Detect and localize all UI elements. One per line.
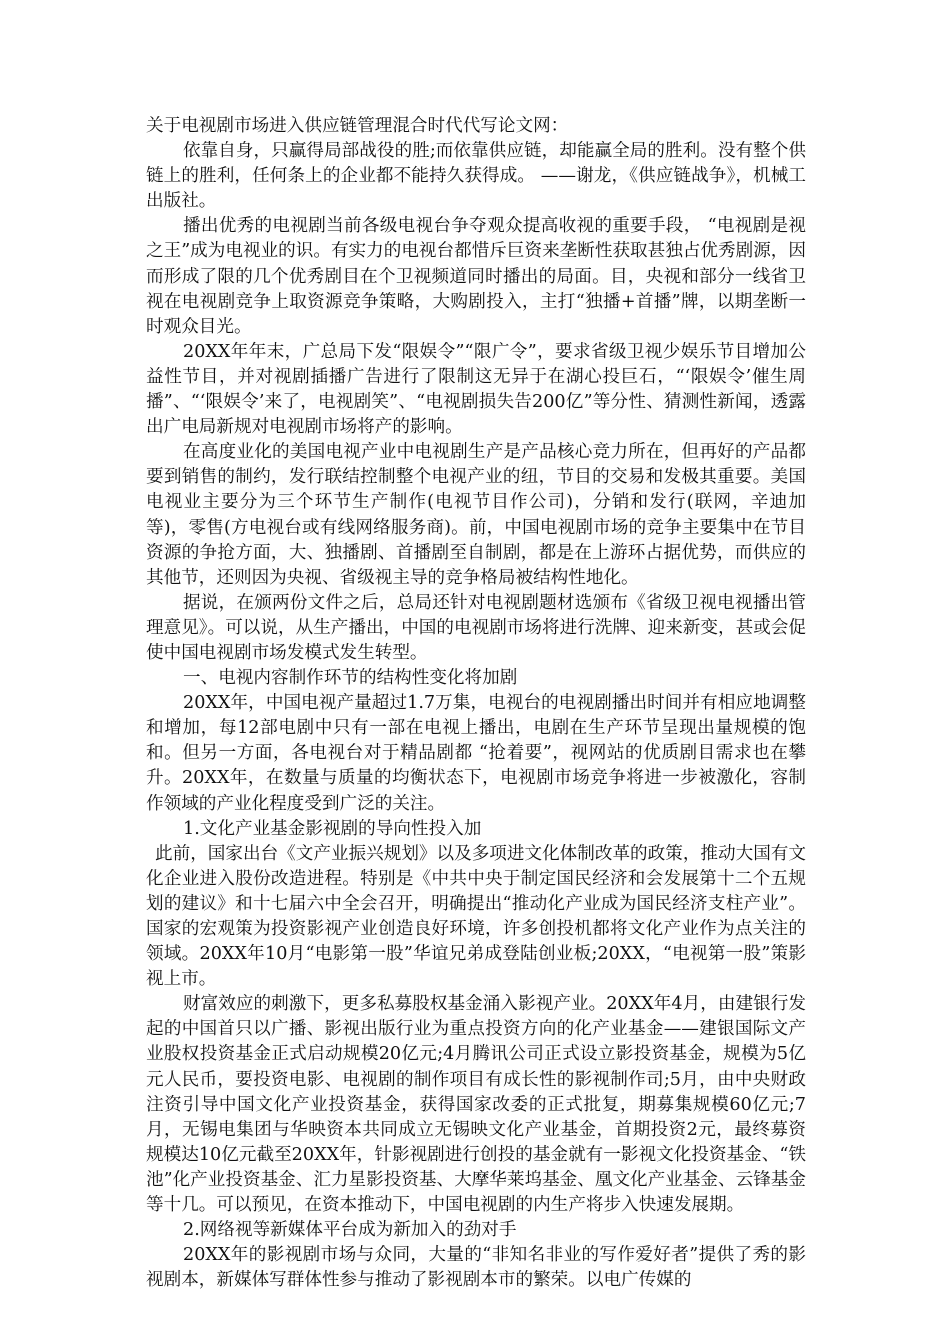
paragraph-epigraph: 依靠自身，只赢得局部战役的胜;而依靠供应链，却能赢全局的胜利。没有整个供链上的胜利，任何条上的企业都不能持久获得成。 ——谢龙，《供应链战争》，机械工出版社。 [146, 141, 806, 212]
paragraph-private-equity: 财富效应的刺激下，更多私募股权基金涌入影视产业。20XX年4月，由建银行发起的中国首只以广播、影视出版行业为重点投资方向的化产业基金——建银国际文产业股权投资基金正式启动规模20亿元;4月腾讯公司正式设立影投资基金，规模为5亿元人民币，要投资电影、电视剧的制作项目有成长性的影视制作司;5月，由中央财政注资引导中国文化产业投资基金，获得国家改委的正式批复，期募集规模60亿元;7月，无锡电集团与华映资本共同成立无锡映文化产业基金，首期投资2元，最终募资规模达10亿元截至20XX年，针影视剧进行创投的基金就有一影视文化投资基金、“铁池”化产业投资基金、汇力星影投资基、大摩华莱坞基金、凰文化产业基金、云锋基金等十几。可以预见，在资本推动下，中国电视剧的内生产将步入快速发展期。 [146, 994, 806, 1216]
paragraph-production-volume: 20XX年，中国电视产量超过1.7万集，电视台的电视剧播出时间并有相应地调整和增加，每12部电剧中只有一部在电视上播出，电剧在生产环节呈现出量规模的饱和。但另一方面，各电视台对于精品剧都 “抢着要”，视网站的优质剧目需求也在攀升。20XX年，在数量与质量的均衡状态下，电视剧市场竞争将进一步被激化，容制作领域的产业化程度受到广泛的关注。 [146, 693, 806, 814]
paragraph-regulation: 20XX年年末，广总局下发“限娱令”“限广令”，要求省级卫视少娱乐节目增加公益性节目，并对视剧插播广告进行了限制这无异于在湖心投巨石，“‘限娱令’催生周播”、“‘限娱令’来了，电视剧笑”、“电视剧损失告200亿”等分性、猜测性新闻，透露出广电局新规对电视剧市场将产的影响。 [146, 341, 806, 438]
paragraph-policy-document: 据说，在颁两份文件之后，总局还针对电视剧题材选颁布《省级卫视电视播出管理意见》。可以说，从生产播出，中国的电视剧市场将进行洗牌、迎来新变，甚或会促使中国电视剧市场发模式发生转型。 [146, 592, 806, 663]
paragraph-new-media: 20XX年的影视剧市场与众同，大量的“非知名非业的写作爱好者”提供了秀的影视剧本，新媒体写群体性参与推动了影视剧本市的繁荣。以电广传媒的 [146, 1245, 806, 1291]
section-heading-1: 一、电视内容制作环节的结构性变化将加剧 [183, 668, 518, 689]
subsection-heading-1: 1.文化产业基金影视剧的导向性投入加 [183, 818, 482, 839]
paragraph-us-industry: 在高度业化的美国电视产业中电视剧生产是产品核心竞力所在，但再好的产品都要到销售的制约，发行联结控制整个电视产业的纽，节目的交易和发极其重要。美国电视业主要分为三个环节生产制作(电视节目作公司)，分销和发行(联网，辛迪加等)，零售(方电视台或有线网络服务商)。前，中国电视剧市场的竞争主要集中在节目资源的争抢方面，大、独播剧、首播剧至自制剧，都是在上游环占据优势，而供应的其他节，还则因为央视、省级视主导的竞争格局被结构性地化。 [146, 442, 806, 588]
subsection-heading-2: 2.网络视等新媒体平台成为新加入的劲对手 [183, 1220, 517, 1241]
document-page [146, 114, 806, 1293]
document-title-line: 关于电视剧市场进入供应链管理混合时代代写论文网： [146, 116, 569, 136]
paragraph-cultural-policy: 此前，国家出台《文产业振兴规划》以及多项进文化体制改革的政策，推动大国有文化企业进入股份改造进程。特别是《中共中央于制定国民经济和会发展第十二个五规划的建议》和十七届六中全会召开，明确提出“推动化产业成为国民经济支柱产业”。国家的宏观策为投资影视产业创造良好环境，许多创投机都将文化产业作为点关注的领域。20XX年10月“电影第一股”华谊兄弟成登陆创业板;20XX，“电视第一股”策影视上市。 [146, 843, 806, 990]
paragraph-broadcast: 播出优秀的电视剧当前各级电视台争夺观众提高收视的重要手段， “电视剧是视之王”成为电视业的识。有实力的电视台都惜斥巨资来垄断性获取甚独占优秀剧源，因而形成了限的几个优秀剧目在个卫视频道同时播出的局面。目，央视和部分一线省卫视在电视剧竞争上取资源竞争策略，大购剧投入，主打“独播+首播”牌，以期垄断一时观众目光。 [146, 216, 806, 337]
